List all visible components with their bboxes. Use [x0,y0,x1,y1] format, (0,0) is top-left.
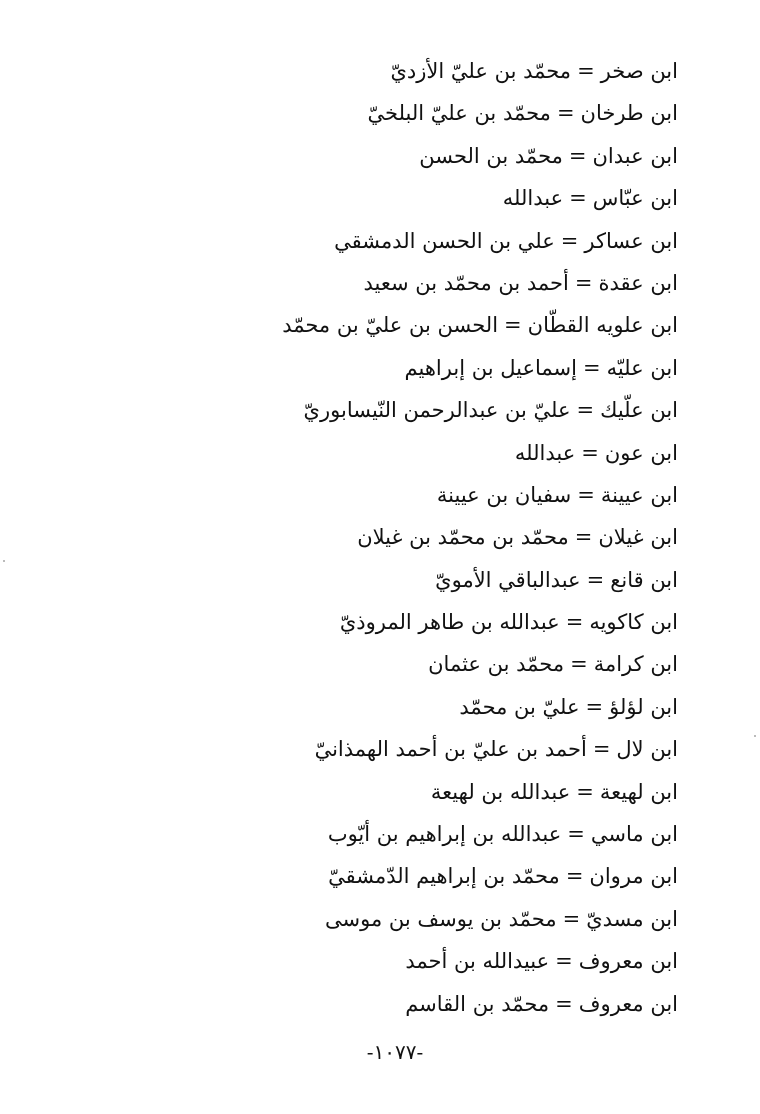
list-item [238,771,678,813]
entry-name: ابن طرخان [580,101,678,126]
entry-value: محمّد بن محمّد بن غيلان [357,525,569,550]
entry-value: محمّد بن عثمان [428,652,565,677]
entry-value: إسماعيل بن إبراهيم [404,355,577,380]
equals-sign: = [567,822,585,847]
list-item [238,92,678,134]
entry-name: ابن عبّاس [592,186,678,211]
equals-sign: = [574,525,593,550]
list-item [238,347,678,389]
entry-name: ابن عليّه [606,355,678,380]
entry-name: ابن عيينة [600,482,678,507]
list-item [238,940,678,982]
entry-name: ابن لؤلؤ [609,694,678,719]
entry-name: ابن ماسي [590,822,678,847]
equals-sign: = [569,186,587,211]
equals-sign: = [555,949,573,974]
equals-sign: = [565,610,584,635]
entry-name: ابن عقدة [598,270,678,295]
equals-sign: = [504,313,522,338]
entry-value: أحمد بن عليّ بن أحمد الهمذانيّ [314,737,587,762]
entry-value: عليّ بن عبدالرحمن النّيسابوريّ [303,398,571,423]
list-item [238,686,678,728]
equals-sign: = [581,440,599,465]
equals-sign: = [585,694,604,719]
equals-sign: = [568,143,587,168]
equals-sign: = [574,270,593,295]
entry-name: ابن لهيعة [599,779,678,804]
entry-value: محمّد بن الحسن [419,143,563,168]
equals-sign: = [577,482,595,507]
entry-value: محمّد بن يوسف بن موسى [325,906,557,931]
edge-mark-left [3,560,5,562]
entry-name: ابن قانع [610,567,678,592]
entry-name: ابن علّيك [600,398,678,423]
entry-name: ابن علويه القطّان [527,313,678,338]
list-item [238,813,678,855]
entry-name: ابن كرامة [593,652,678,677]
entry-name: ابن صخر [600,59,678,83]
equals-sign: = [560,228,579,253]
equals-sign: = [592,737,611,762]
entry-value: محمّد بن القاسم [405,991,550,1016]
entry-name: ابن غيلان [598,525,678,550]
list-item [238,559,678,601]
entry-value: محمّد بن عليّ الأزديّ [390,59,572,83]
entry-value: عبدالله [502,186,564,211]
list-item [238,432,678,474]
entry-value: عبدالله بن إبراهيم بن أيّوب [327,822,562,847]
edge-mark-right [754,735,756,737]
list-item [238,983,678,1025]
list-item [238,50,678,92]
entry-value: عبدالله [514,440,576,465]
entry-value: عبدالله بن طاهر المروذيّ [339,610,560,635]
entry-value: علي بن الحسن الدمشقي [334,228,555,253]
entry-value: محمّد بن عليّ البلخيّ [367,101,551,126]
equals-sign: = [565,864,584,889]
list-item [238,135,678,177]
equals-sign: = [577,59,595,83]
entry-name: ابن معروف [578,991,678,1016]
equals-sign: = [582,355,601,380]
equals-sign: = [576,779,594,804]
equals-sign: = [576,398,595,423]
entry-value: عليّ بن محمّد [459,694,580,719]
entry-name: ابن عساكر [584,228,678,253]
list-item [238,220,678,262]
equals-sign: = [562,906,581,931]
list-item [238,898,678,940]
list-item [238,601,678,643]
equals-sign: = [570,652,588,677]
list-item [238,389,678,431]
equals-sign: = [586,567,605,592]
entry-value: الحسن بن عليّ بن محمّد [282,313,499,338]
list-item [238,728,678,770]
entry-name: ابن معروف [578,949,678,974]
list-item [238,516,678,558]
list-item [238,643,678,685]
entry-value: عبيدالله بن أحمد [405,949,550,974]
list-item [238,855,678,897]
entry-name: ابن لال [616,737,678,762]
list-item [238,304,678,346]
equals-sign: = [556,101,575,126]
equals-sign: = [555,991,573,1016]
entry-name: ابن عبدان [592,143,678,168]
page-number: -١٠٧٧- [366,1040,424,1064]
entry-name: ابن مروان [589,864,678,889]
entry-name: ابن عون [604,440,678,465]
list-item [238,474,678,516]
entry-value: سفيان بن عيينة [436,482,572,507]
entry-name: ابن مسديّ [586,906,678,931]
list-item [238,177,678,219]
list-item [238,262,678,304]
entry-value: عبدالباقي الأمويّ [435,567,581,592]
entry-value: أحمد بن محمّد بن سعيد [363,270,569,295]
entry-value: محمّد بن إبراهيم الدّمشقيّ [328,864,560,889]
entry-value: عبدالله بن لهيعة [430,779,571,804]
entry-name: ابن كاكويه [589,610,678,635]
name-list [238,50,678,1025]
